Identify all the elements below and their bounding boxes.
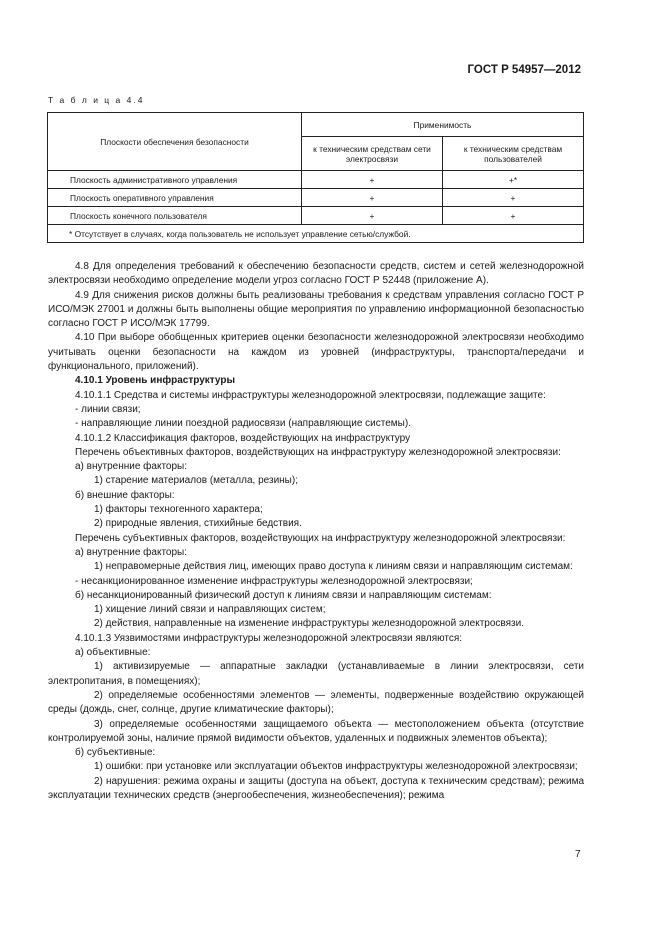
list-item: б) субъективные: xyxy=(75,747,156,759)
list-item: - направляющие линии поездной радиосвязи (направляющие системы). xyxy=(75,418,411,430)
table-row xyxy=(48,189,584,207)
cell-plane: Плоскость оперативного управления xyxy=(48,189,302,207)
list-item: 1) неправомерные действия лиц, имеющих право доступа к линиям связи и направляющим системам: xyxy=(94,561,573,573)
cell-network: + xyxy=(302,171,443,189)
paragraph: 4.10.1.1 Средства и системы инфраструктуры железнодорожной электросвязи, подлежащие защите: xyxy=(75,389,546,401)
list-item: 2) определяемые особенностями элементов — элементы, подверженные воздействию окружающей среды (дождь, снег, солнце, другие климатические факторы); xyxy=(48,689,584,716)
paragraph: 4.9 Для снижения рисков должны быть реализованы требования к средствам управления согласно ГОСТ Р ИСО/МЭК 27001 и должны быть выполнены общие мероприятия по управлению информационной безопасностью согласно ГОСТ Р ИСО/МЭК 17799. xyxy=(48,289,584,330)
list-item: 2) нарушения: режима охраны и защиты (доступа на объект, доступа к техническим средствам); режима эксплуатации технических средств (энергообеспечения, жизнеобеспечения); режима xyxy=(48,775,584,801)
section-heading: 4.10.1 Уровень инфраструктуры xyxy=(75,375,236,387)
list-item: 3) определяемые особенностями защищаемого объекта — местоположением объекта (отсутствие контролируемой зоны, наличие прямой видимости объектов, удаленных и подвижных элементов объекта); xyxy=(48,718,584,744)
col-header-plane: Плоскости обеспечения безопасности xyxy=(48,113,302,171)
cell-network: + xyxy=(302,189,443,207)
cell-plane: Плоскость административного управления xyxy=(48,171,302,189)
table-footnote: * Отсутствует в случаях, когда пользователь не использует управление сетью/службой. xyxy=(48,225,584,243)
paragraph: 4.10.1.2 Классификация факторов, воздействующих на инфраструктуру xyxy=(75,432,411,444)
cell-network: + xyxy=(302,207,443,225)
paragraph: Перечень субъективных факторов, воздействующих на инфраструктуру железнодорожной электросвязи: xyxy=(75,532,566,544)
list-item: а) внутренние факторы: xyxy=(75,546,188,558)
paragraph: 4.10.1.3 Уязвимостями инфраструктуры железнодорожной электросвязи являются: xyxy=(75,632,463,644)
list-item: - несанкционированное изменение инфраструктуры железнодорожной электросвязи; xyxy=(75,575,473,587)
table-caption: Т а б л и ц а 4.4 xyxy=(48,95,145,105)
list-item: а) внутренние факторы: xyxy=(75,461,188,473)
list-item: - линии связи; xyxy=(75,403,141,415)
paragraph: 4.8 Для определения требований к обеспечению безопасности средств, систем и сетей железнодорожной электросвязи необходимо определение модели угроз согласно ГОСТ Р 52448 (приложение А). xyxy=(48,261,584,287)
col-header-applicability: Применимость xyxy=(302,113,584,137)
col-header-network: к техническим средствам сети электросвязи xyxy=(302,137,443,171)
page-number: 7 xyxy=(575,849,581,860)
cell-plane: Плоскость конечного пользователя xyxy=(48,207,302,225)
paragraph: Перечень объективных факторов, воздействующих на инфраструктуру железнодорожной электросвязи: xyxy=(75,446,561,458)
col-header-user: к техническим средствам пользователей xyxy=(443,137,584,171)
list-item: б) внешние факторы: xyxy=(75,489,175,501)
list-item: 1) ошибки: при установке или эксплуатации объектов инфраструктуры железнодорожной электросвязи; xyxy=(94,761,578,773)
document-code: ГОСТ Р 54957—2012 xyxy=(467,64,581,76)
table-row xyxy=(48,171,584,189)
list-item: 1) факторы техногенного характера; xyxy=(94,504,263,516)
cell-user: + xyxy=(443,207,584,225)
list-item: 2) действия, направленные на изменение инфраструктуры железнодорожной электросвязи. xyxy=(94,618,524,630)
list-item: 1) старение материалов (металла, резины); xyxy=(94,475,298,487)
cell-user: + xyxy=(443,189,584,207)
body-text xyxy=(48,260,584,803)
list-item: 2) природные явления, стихийные бедствия. xyxy=(94,518,302,530)
list-item: б) несанкционированный физический доступ к линиям связи и направляющим системам: xyxy=(75,589,492,601)
list-item: а) объективные: xyxy=(75,647,151,659)
list-item: 1) активизируемые — аппаратные закладки (устанавливаемые в линии электросвязи, сети электропитания, в помещениях); xyxy=(48,661,584,687)
cell-user: +* xyxy=(443,171,584,189)
paragraph: 4.10 При выборе обобщенных критериев оценки безопасности железнодорожной электросвязи необходимо учитывать оценки безопасности на каждом из уровней (инфраструктуры, транспорта/передачи и функционального, приложений). xyxy=(48,332,584,373)
applicability-table xyxy=(47,112,584,243)
table-row xyxy=(48,207,584,225)
list-item: 1) хищение линий связи и направляющих систем; xyxy=(94,604,326,616)
